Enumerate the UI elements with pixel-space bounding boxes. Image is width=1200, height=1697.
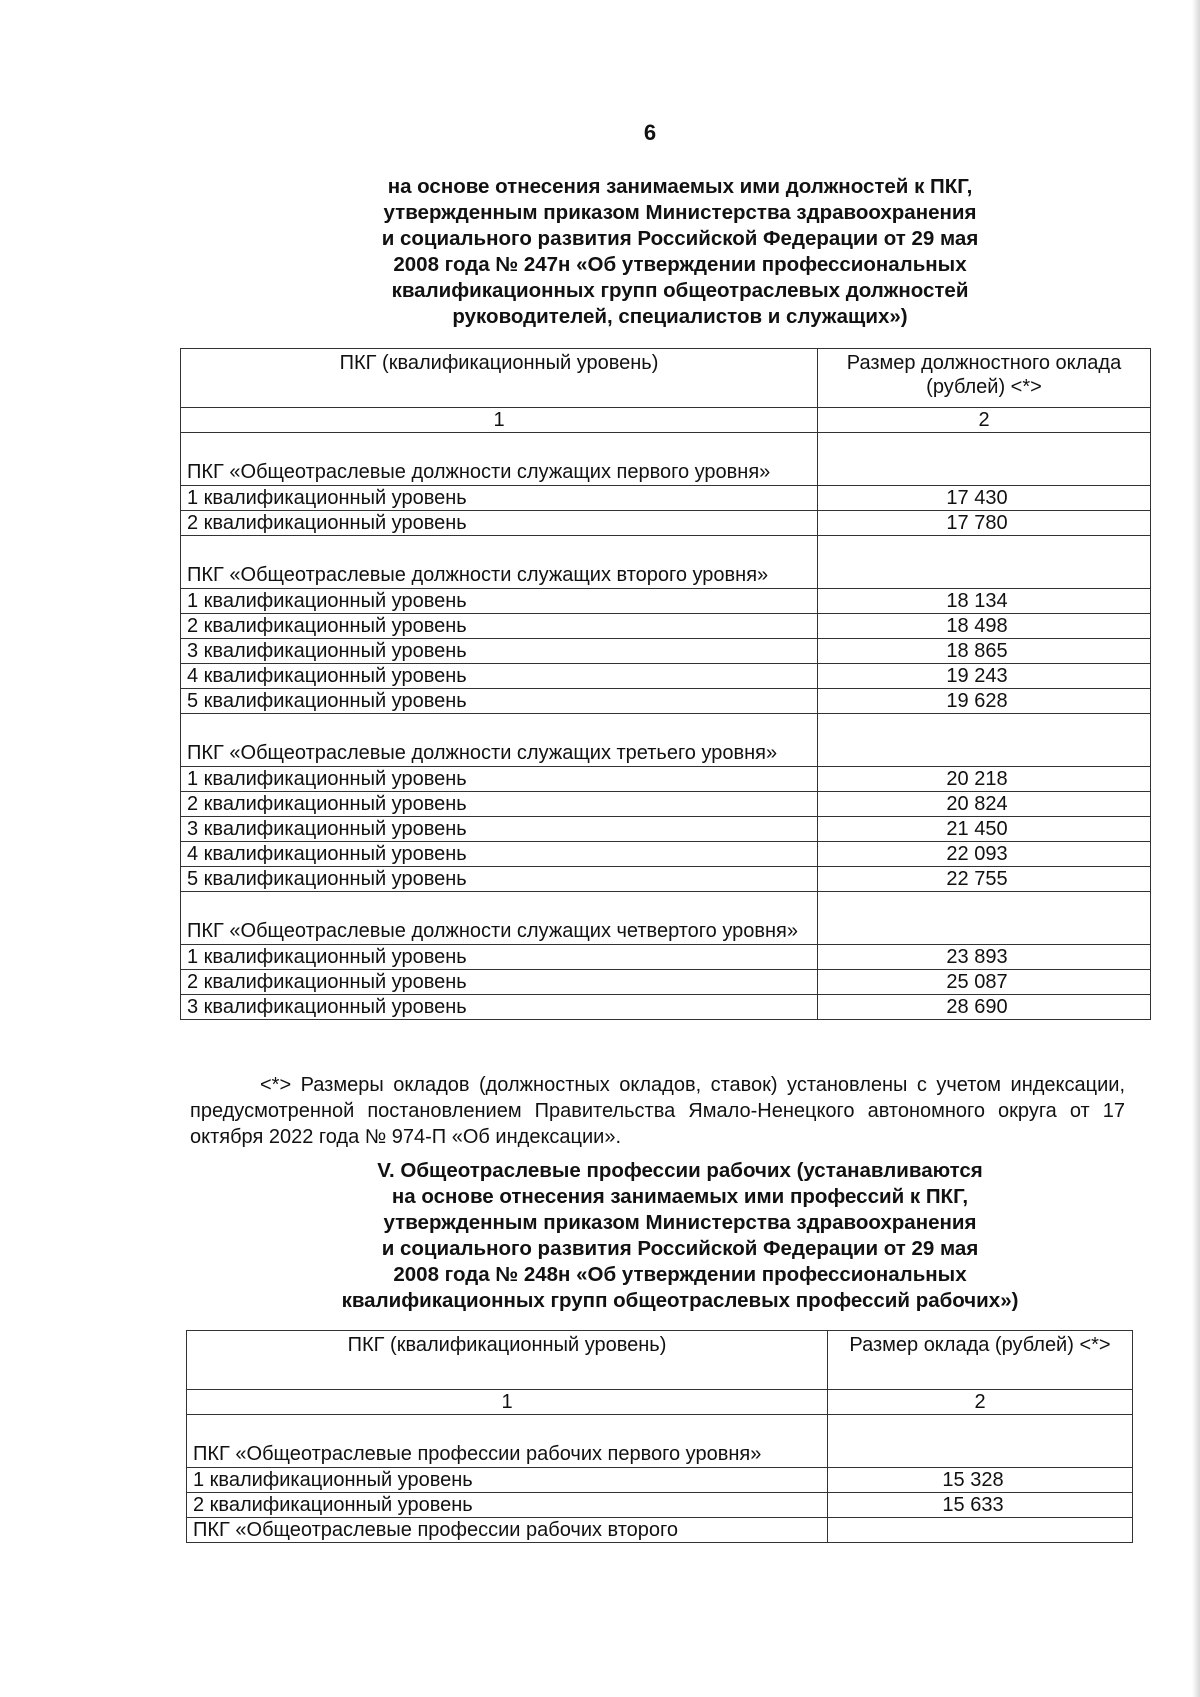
- empty-cell: [818, 714, 1151, 767]
- heading-line: 2008 года № 248н «Об утверждении профессиональных: [393, 1263, 967, 1286]
- table-row: [187, 1493, 1133, 1518]
- group-title: ПКГ «Общеотраслевые профессии рабочих второго: [187, 1518, 828, 1543]
- table-row: [181, 767, 1151, 792]
- group-title: ПКГ «Общеотраслевые должности служащих второго уровня»: [181, 536, 818, 589]
- column-header-pkg: ПКГ (квалификационный уровень): [187, 1331, 828, 1390]
- heading-line: и социального развития Российской Федерации от 29 мая: [381, 227, 979, 250]
- empty-cell: [818, 892, 1151, 945]
- group-row: [181, 536, 1151, 589]
- table-row: [181, 486, 1151, 511]
- column-number: 2: [828, 1390, 1133, 1415]
- table-row: [181, 945, 1151, 970]
- heading-line: квалификационных групп общеотраслевых профессий рабочих»): [341, 1289, 1019, 1312]
- table-row: [181, 792, 1151, 817]
- salary-cell: 21 450: [818, 817, 1151, 842]
- level-cell: 4 квалификационный уровень: [181, 664, 818, 689]
- column-header-salary: Размер оклада (рублей) <*>: [828, 1331, 1133, 1390]
- heading-line: и социального развития Российской Федерации от 29 мая: [381, 1237, 979, 1260]
- salary-table-workers: [186, 1330, 1133, 1543]
- table-row: [181, 867, 1151, 892]
- heading-line: на основе отнесения занимаемых ими профессий к ПКГ,: [391, 1185, 969, 1208]
- page-number: 6: [643, 120, 657, 145]
- table-row: [181, 614, 1151, 639]
- group-title: ПКГ «Общеотраслевые должности служащих первого уровня»: [181, 433, 818, 486]
- table-row: [181, 664, 1151, 689]
- salary-cell: 15 633: [828, 1493, 1133, 1518]
- column-number: 2: [818, 408, 1151, 433]
- level-cell: 3 квалификационный уровень: [181, 817, 818, 842]
- level-cell: 2 квалификационный уровень: [181, 792, 818, 817]
- table-row: [181, 842, 1151, 867]
- column-header-salary: Размер должностного оклада (рублей) <*>: [818, 349, 1151, 408]
- empty-cell: [818, 536, 1151, 589]
- scan-edge-shadow: [1192, 0, 1200, 1697]
- level-cell: 2 квалификационный уровень: [181, 511, 818, 536]
- level-cell: 2 квалификационный уровень: [181, 970, 818, 995]
- group-title: ПКГ «Общеотраслевые должности служащих четвертого уровня»: [181, 892, 818, 945]
- column-number-row: [181, 408, 1151, 433]
- level-cell: 2 квалификационный уровень: [181, 614, 818, 639]
- salary-cell: 17 780: [818, 511, 1151, 536]
- footnote: <*> Размеры окладов (должностных окладов, ставок) установлены с учетом индексации, предусмотренной постановлением Правительства Ямало-Ненецкого автономного округа от 17 октября 2022 года № 974-П «Об индексации».: [190, 1074, 1125, 1148]
- salary-cell: 18 498: [818, 614, 1151, 639]
- group-row: [181, 892, 1151, 945]
- column-number: 1: [187, 1390, 828, 1415]
- salary-cell: 17 430: [818, 486, 1151, 511]
- group-row: [181, 714, 1151, 767]
- salary-cell: 19 628: [818, 689, 1151, 714]
- level-cell: 1 квалификационный уровень: [181, 486, 818, 511]
- salary-cell: 20 824: [818, 792, 1151, 817]
- empty-cell: [818, 433, 1151, 486]
- column-number: 1: [181, 408, 818, 433]
- heading-line: руководителей, специалистов и служащих»): [452, 305, 908, 328]
- section-heading-v: [180, 1158, 1180, 1314]
- level-cell: 1 квалификационный уровень: [187, 1468, 828, 1493]
- salary-cell: 28 690: [818, 995, 1151, 1020]
- level-cell: 1 квалификационный уровень: [181, 767, 818, 792]
- level-cell: 1 квалификационный уровень: [181, 945, 818, 970]
- group-row: [181, 433, 1151, 486]
- table-row: [181, 689, 1151, 714]
- heading-line: квалификационных групп общеотраслевых должностей: [391, 279, 969, 302]
- salary-cell: 23 893: [818, 945, 1151, 970]
- salary-cell: 18 865: [818, 639, 1151, 664]
- salary-table-employees: [180, 348, 1151, 1020]
- heading-line: V. Общеотраслевые профессии рабочих (устанавливаются: [377, 1159, 983, 1182]
- heading-line: утвержденным приказом Министерства здравоохранения: [383, 201, 977, 224]
- salary-cell: 22 093: [818, 842, 1151, 867]
- salary-cell: 15 328: [828, 1468, 1133, 1493]
- group-row: [187, 1415, 1133, 1468]
- heading-line: 2008 года № 247н «Об утверждении профессиональных: [393, 253, 967, 276]
- column-number-row: [187, 1390, 1133, 1415]
- salary-cell: 22 755: [818, 867, 1151, 892]
- table-row: [181, 639, 1151, 664]
- heading-line: утвержденным приказом Министерства здравоохранения: [383, 1211, 977, 1234]
- level-cell: 4 квалификационный уровень: [181, 842, 818, 867]
- empty-cell: [828, 1518, 1133, 1543]
- salary-cell: 20 218: [818, 767, 1151, 792]
- group-row-partial: [187, 1518, 1133, 1543]
- table-row: [181, 995, 1151, 1020]
- empty-cell: [828, 1415, 1133, 1468]
- salary-cell: 25 087: [818, 970, 1151, 995]
- column-header-pkg: ПКГ (квалификационный уровень): [181, 349, 818, 408]
- table-row: [187, 1468, 1133, 1493]
- salary-cell: 19 243: [818, 664, 1151, 689]
- group-title: ПКГ «Общеотраслевые профессии рабочих первого уровня»: [187, 1415, 828, 1468]
- level-cell: 3 квалификационный уровень: [181, 639, 818, 664]
- heading-line: на основе отнесения занимаемых ими должностей к ПКГ,: [387, 175, 973, 198]
- level-cell: 3 квалификационный уровень: [181, 995, 818, 1020]
- level-cell: 1 квалификационный уровень: [181, 589, 818, 614]
- table-row: [181, 817, 1151, 842]
- table-header-row: [187, 1331, 1133, 1390]
- table-row: [181, 970, 1151, 995]
- level-cell: 5 квалификационный уровень: [181, 867, 818, 892]
- level-cell: 2 квалификационный уровень: [187, 1493, 828, 1518]
- salary-cell: 18 134: [818, 589, 1151, 614]
- section-heading-continued: [180, 174, 1180, 330]
- table-header-row: [181, 349, 1151, 408]
- table-row: [181, 511, 1151, 536]
- level-cell: 5 квалификационный уровень: [181, 689, 818, 714]
- table-row: [181, 589, 1151, 614]
- group-title: ПКГ «Общеотраслевые должности служащих третьего уровня»: [181, 714, 818, 767]
